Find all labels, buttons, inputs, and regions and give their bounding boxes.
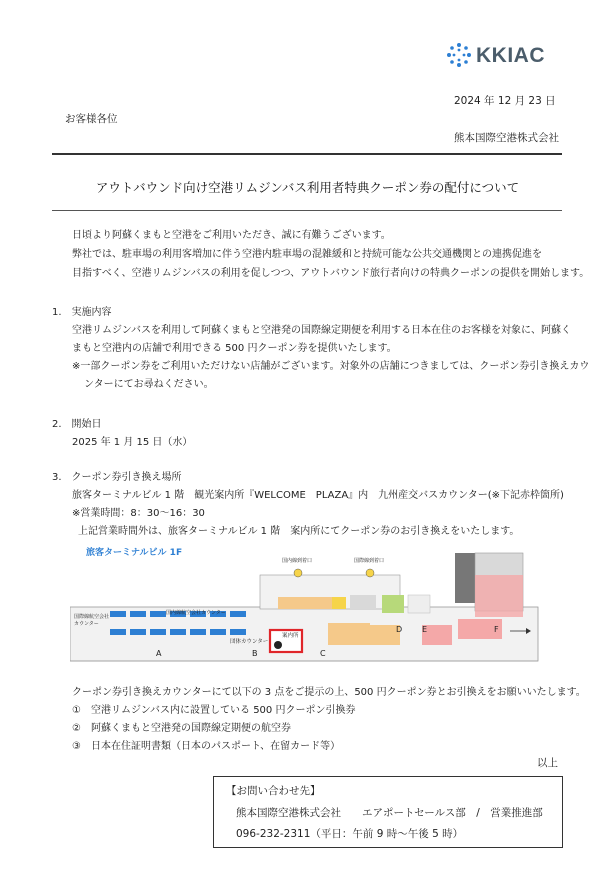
exchange-location: 旅客ターミナルビル 1 階 観光案内所『WELCOME PLAZA』内 九州産交バスカウンター(※下記赤枠箇所): [72, 490, 564, 501]
map-gate-c: C: [320, 649, 326, 658]
start-date: 2025 年 1 月 15 日（水）: [72, 437, 193, 448]
map-label-group-counter: 団体カウンター: [230, 639, 269, 645]
section3-heading: 3. クーポン券引き換え場所: [52, 472, 182, 483]
map-label-intl-arrival: 国際線到着口: [354, 558, 385, 564]
contact-org: 熊本国際空港株式会社 エアポートセールス部 / 営業推進部: [236, 807, 543, 819]
terminal-floor-map: [70, 545, 540, 671]
map-gate-e: E: [422, 625, 428, 634]
map-gate-b: B: [252, 649, 258, 658]
document-date: 2024 年 12 月 23 日: [454, 95, 556, 107]
top-divider: [52, 153, 562, 155]
issuer: 熊本国際空港株式会社: [454, 132, 559, 144]
contact-phone: 096-232-2311（平日：午前 9 時～午後 5 時）: [236, 828, 464, 840]
map-label-domestic-counter: 国内線航空会社カウンター: [166, 610, 226, 616]
logo-text: KKIAC: [476, 44, 545, 67]
map-gate-f: F: [494, 625, 499, 634]
requirement-item: ③ 日本在住証明書類（日本のパスポート、在留カード等）: [72, 741, 341, 752]
recipient: お客様各位: [65, 113, 118, 125]
map-gate-d: D: [396, 625, 403, 634]
logo-mark-icon: [446, 42, 472, 68]
section1-note: ンターにてお尋ねください。: [84, 379, 214, 390]
map-label-domestic-arrival: 国内線到着口: [282, 558, 313, 564]
map-label-intl-counter: 国際線航空会社カウンター: [74, 614, 110, 627]
section1-note: ※一部クーポン券をご利用いただけない店舗がございます。対象外の店舗につきましては、クーポン券引き換えカウ: [72, 361, 590, 372]
contact-box: [213, 776, 563, 848]
section1-heading: 1. 実施内容: [52, 307, 112, 318]
outside-hours-note: 上記営業時間外は、旅客ターミナルビル 1 階 案内所にてクーポン券のお引き換えをいたします。: [78, 526, 520, 537]
requirement-item: ② 阿蘇くまもと空港発の国際線定期便の航空券: [72, 723, 291, 734]
kkiac-logo: [446, 42, 556, 70]
intro-line: 弊社では、駐車場の利用客増加に伴う空港内駐車場の混雑緩和と持続可能な公共交通機関との連携促進を: [72, 249, 542, 260]
business-hours: ※営業時間：8：30～16：30: [72, 508, 205, 519]
contact-heading: 【お問い合わせ先】: [226, 785, 321, 797]
section1-line: まもと空港内の店舗で利用できる 500 円クーポン券を提供いたします。: [72, 343, 397, 354]
document-title: アウトバウンド向け空港リムジンバス利用者特典クーポン券の配付について: [95, 180, 520, 195]
map-label-info: 案内所: [282, 633, 299, 639]
requirements-intro: クーポン券引き換えカウンターにて以下の 3 点をご提示の上、500 円クーポン券とお引換えをお願いいたします。: [72, 687, 586, 698]
intro-line: 日頃より阿蘇くまもと空港をご利用いただき、誠に有難うございます。: [72, 230, 391, 241]
section2-heading: 2. 開始日: [52, 419, 102, 430]
map-gate-a: A: [156, 649, 162, 658]
title-divider: [52, 210, 562, 211]
closing-mark: 以上: [537, 757, 558, 769]
requirement-item: ① 空港リムジンバス内に設置している 500 円クーポン引換券: [72, 705, 356, 716]
section1-line: 空港リムジンバスを利用して阿蘇くまもと空港発の国際線定期便を利用する日本在住のお客様を対象に、阿蘇く: [72, 325, 572, 336]
map-title: 旅客ターミナルビル 1F: [86, 548, 183, 558]
intro-line: 目指すべく、空港リムジンバスの利用を促しつつ、アウトバウンド旅行者向けの特典クーポンの提供を開始します。: [72, 268, 590, 279]
